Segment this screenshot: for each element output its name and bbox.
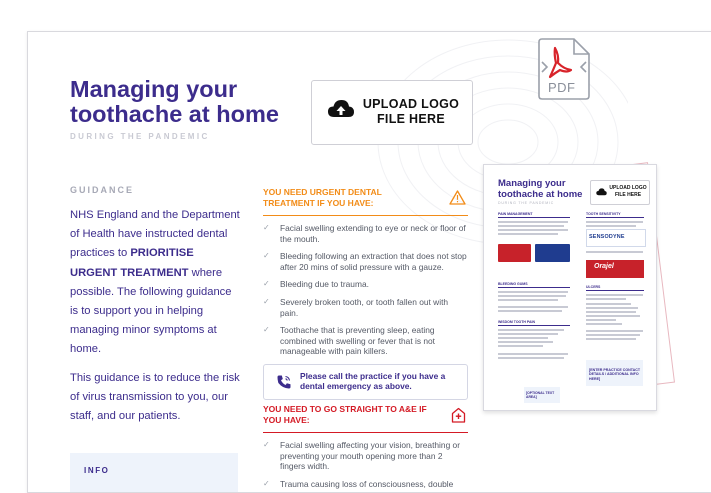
preview-text-line bbox=[586, 307, 638, 309]
preview-heading: BLEEDING GUMS bbox=[498, 282, 528, 286]
preview-sensodyne-label: SENSODYNE bbox=[589, 234, 625, 240]
preview-product-image bbox=[535, 244, 570, 262]
phone-icon bbox=[276, 374, 292, 390]
call-practice-text: Please call the practice if you have a dental emergency as above. bbox=[300, 370, 446, 392]
preview-text-line bbox=[586, 294, 643, 296]
preview-orajel-label: Orajel bbox=[594, 263, 614, 270]
pdf-label: PDF bbox=[548, 80, 576, 95]
preview-text-line bbox=[586, 311, 636, 313]
list-item-text: Facial swelling affecting your vision, breathing or preventing your mouth opening more than 2 fingers width. bbox=[280, 440, 461, 472]
preview-text-line bbox=[586, 225, 636, 227]
preview-text-line bbox=[586, 338, 636, 340]
guidance-emphasis: PRIORITISE URGENT TREATMENT bbox=[70, 247, 194, 279]
preview-logo-label: UPLOAD LOGO FILE HERE bbox=[609, 185, 647, 198]
call-practice-callout bbox=[263, 364, 468, 400]
list-item-text: Bleeding due to trauma. bbox=[280, 279, 369, 290]
preview-sensodyne-image bbox=[586, 229, 646, 247]
guidance-text-end: where possible. The following guidance is to support you in helping managing minor symptoms at home. bbox=[70, 266, 232, 356]
document-preview-thumbnail[interactable] bbox=[483, 164, 657, 411]
preview-text-line bbox=[586, 330, 643, 332]
preview-text-line bbox=[498, 310, 562, 312]
preview-heading: TOOTH SENSITIVITY bbox=[586, 212, 621, 216]
list-item bbox=[263, 440, 468, 472]
upload-logo-label: UPLOAD LOGO FILE HERE bbox=[362, 97, 460, 126]
preview-text-line bbox=[586, 323, 622, 325]
preview-text-line bbox=[586, 334, 640, 336]
preview-text-line bbox=[498, 333, 558, 335]
preview-text-line bbox=[586, 298, 626, 300]
list-item-text: Severely broken tooth, or tooth fallen out with pain. bbox=[280, 296, 449, 318]
ane-title: YOU NEED TO GO STRAIGHT TO A&E IF YOU HAVE: bbox=[263, 404, 427, 425]
preview-rule bbox=[586, 290, 644, 291]
preview-heading: WISDOM TOOTH PAIN bbox=[498, 320, 536, 324]
preview-rule bbox=[586, 217, 644, 218]
preview-title: Managing your toothache at home bbox=[498, 178, 583, 200]
urgent-treatment-section bbox=[263, 187, 468, 400]
preview-text-line bbox=[498, 329, 564, 331]
check-icon: ✓ bbox=[263, 325, 270, 335]
guidance-paragraph-2: This guidance is to reduce the risk of virus transmission to you, our staff, and our patients. bbox=[70, 372, 240, 423]
preview-text-line bbox=[498, 357, 564, 359]
preview-optional-text: [OPTIONAL TEXT AREA] bbox=[526, 391, 555, 399]
list-item bbox=[263, 279, 468, 290]
preview-info-box bbox=[586, 360, 643, 386]
check-icon: ✓ bbox=[263, 440, 270, 449]
info-box bbox=[70, 453, 238, 493]
preview-rule bbox=[498, 287, 570, 288]
urgent-title: YOU NEED URGENT DENTAL TREATMENT IF YOU HAVE: bbox=[263, 187, 382, 208]
urgent-header bbox=[263, 187, 468, 216]
list-item bbox=[263, 223, 468, 244]
list-item-text: Bleeding following an extraction that does not stop after 20 mins of solid pressure with a gauze. bbox=[280, 251, 467, 272]
list-item-text: Trauma causing loss of consciousness, double bbox=[280, 478, 454, 489]
preview-heading: ULCERS bbox=[586, 285, 601, 289]
preview-optional-box bbox=[524, 387, 560, 403]
preview-text-line bbox=[498, 306, 568, 308]
ane-list bbox=[263, 440, 468, 489]
preview-text-line bbox=[586, 251, 643, 253]
check-icon: ✓ bbox=[263, 251, 270, 261]
hospital-icon bbox=[451, 407, 466, 423]
preview-text-line bbox=[498, 229, 568, 231]
preview-info-text: [ENTER PRACTICE CONTACT DETAILS / ADDITIONAL INFO HERE] bbox=[589, 368, 641, 381]
preview-text-line bbox=[498, 345, 543, 347]
page-subtitle: DURING THE PANDEMIC bbox=[70, 132, 210, 141]
preview-heading: PAIN MANAGEMENT bbox=[498, 212, 533, 216]
preview-text-line bbox=[498, 233, 558, 235]
check-icon: ✓ bbox=[263, 296, 270, 306]
preview-rule bbox=[498, 325, 570, 326]
guidance-paragraph bbox=[70, 206, 240, 360]
list-item bbox=[263, 297, 468, 318]
preview-text-line bbox=[498, 337, 548, 339]
list-item bbox=[263, 479, 468, 490]
preview-orajel-image bbox=[586, 260, 644, 278]
list-item bbox=[263, 251, 468, 272]
preview-text-line bbox=[498, 299, 558, 301]
preview-text-line bbox=[586, 315, 640, 317]
list-item-text: Facial swelling extending to eye or neck or floor of the mouth. bbox=[280, 223, 466, 244]
preview-text-line bbox=[586, 319, 616, 321]
page-title: Managing your toothache at home bbox=[70, 76, 279, 127]
list-item-text: Toothache that is preventing sleep, eating combined with swelling or fever that is not manageable with pain killers. bbox=[280, 325, 436, 357]
preview-subtitle: DURING THE PANDEMIC bbox=[498, 201, 555, 205]
preview-text-line bbox=[498, 221, 568, 223]
check-icon: ✓ bbox=[263, 223, 270, 232]
preview-rule bbox=[498, 217, 570, 218]
cloud-upload-icon bbox=[596, 188, 607, 196]
preview-text-line bbox=[586, 221, 643, 223]
preview-text-line bbox=[498, 291, 568, 293]
warning-icon bbox=[449, 190, 466, 205]
preview-text-line bbox=[498, 353, 568, 355]
cloud-upload-icon bbox=[328, 99, 354, 119]
preview-text-line bbox=[498, 225, 564, 227]
check-icon: ✓ bbox=[263, 478, 270, 488]
preview-text-line bbox=[498, 295, 566, 297]
preview-product-image bbox=[498, 244, 531, 262]
preview-logo-placeholder bbox=[590, 180, 650, 205]
check-icon: ✓ bbox=[263, 279, 270, 289]
list-item bbox=[263, 325, 468, 357]
info-label: INFO bbox=[84, 466, 110, 475]
guidance-heading: GUIDANCE bbox=[70, 185, 135, 195]
guidance-text-start: NHS England and the Department of Health have instructed dental practices to bbox=[70, 209, 240, 260]
ane-header bbox=[263, 404, 468, 433]
urgent-list bbox=[263, 223, 468, 357]
upload-logo-placeholder[interactable] bbox=[311, 80, 473, 145]
preview-text-line bbox=[586, 303, 631, 305]
ane-section bbox=[263, 404, 468, 493]
preview-text-line bbox=[498, 341, 553, 343]
